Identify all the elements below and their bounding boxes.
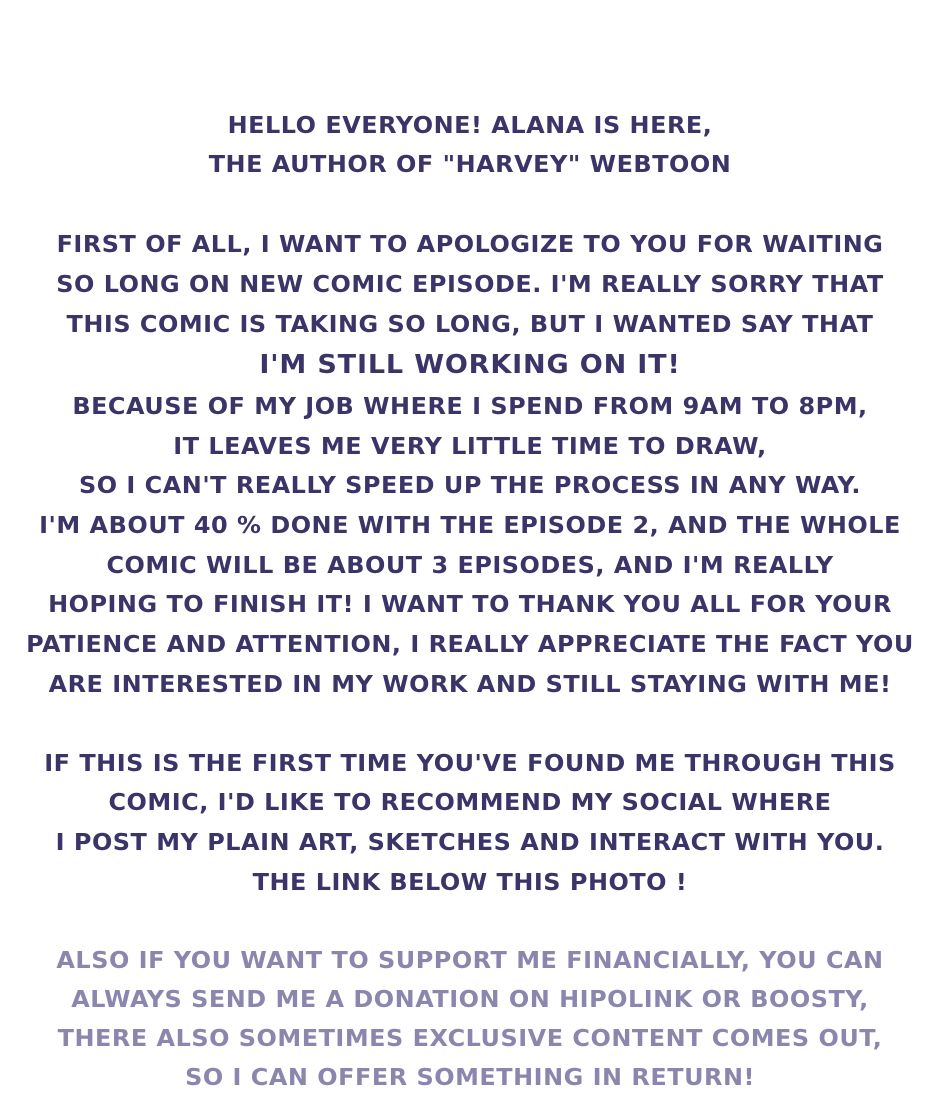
intro-greeting: HELLO EVERYONE! ALANA IS HERE, xyxy=(227,113,713,139)
apology-line-10: HOPING TO FINISH IT! I WANT TO THANK YOU ALL FOR YOUR xyxy=(48,592,892,618)
social-line-3: I POST MY PLAIN ART, SKETCHES AND INTERACT WITH YOU. xyxy=(55,830,885,856)
apology-line-7: SO I CAN'T REALLY SPEED UP THE PROCESS IN ANY WAY. xyxy=(78,473,862,499)
apology-line-12: ARE INTERESTED IN MY WORK AND STILL STAYING WITH ME! xyxy=(48,672,892,698)
support-line-3: THERE ALSO SOMETIMES EXCLUSIVE CONTENT COMES OUT, xyxy=(57,1026,883,1052)
apology-line-6: IT LEAVES ME VERY LITTLE TIME TO DRAW, xyxy=(173,434,767,460)
apology-line-1: FIRST OF ALL, I WANT TO APOLOGIZE TO YOU FOR WAITING xyxy=(56,232,884,258)
apology-line-2: SO LONG ON NEW COMIC EPISODE. I'M REALLY SORRY THAT xyxy=(56,272,884,298)
support-line-1: ALSO IF YOU WANT TO SUPPORT ME FINANCIALLY, YOU CAN xyxy=(56,948,884,974)
apology-line-9: COMIC WILL BE ABOUT 3 EPISODES, AND I'M REALLY xyxy=(106,553,834,579)
apology-line-3: THIS COMIC IS TAKING SO LONG, BUT I WANTED SAY THAT xyxy=(66,312,874,338)
apology-line-4: I'M STILL WORKING ON IT! xyxy=(259,350,681,380)
social-line-2: COMIC, I'D LIKE TO RECOMMEND MY SOCIAL WHERE xyxy=(108,790,832,816)
social-line-4: THE LINK BELOW THIS PHOTO ! xyxy=(252,870,688,896)
intro-author: THE AUTHOR OF "HARVEY" WEBTOON xyxy=(208,152,732,178)
support-line-2: ALWAYS SEND ME A DONATION ON HIPOLINK OR BOOSTY, xyxy=(71,987,869,1013)
apology-line-5: BECAUSE OF MY JOB WHERE I SPEND FROM 9AM TO 8PM, xyxy=(72,394,868,420)
social-line-1: IF THIS IS THE FIRST TIME YOU'VE FOUND ME THROUGH THIS xyxy=(44,751,896,777)
apology-line-8: I'M ABOUT 40 % DONE WITH THE EPISODE 2, AND THE WHOLE xyxy=(39,513,901,539)
apology-line-11: PATIENCE AND ATTENTION, I REALLY APPRECIATE THE FACT YOU xyxy=(26,632,914,658)
support-line-4: SO I CAN OFFER SOMETHING IN RETURN! xyxy=(185,1065,755,1091)
